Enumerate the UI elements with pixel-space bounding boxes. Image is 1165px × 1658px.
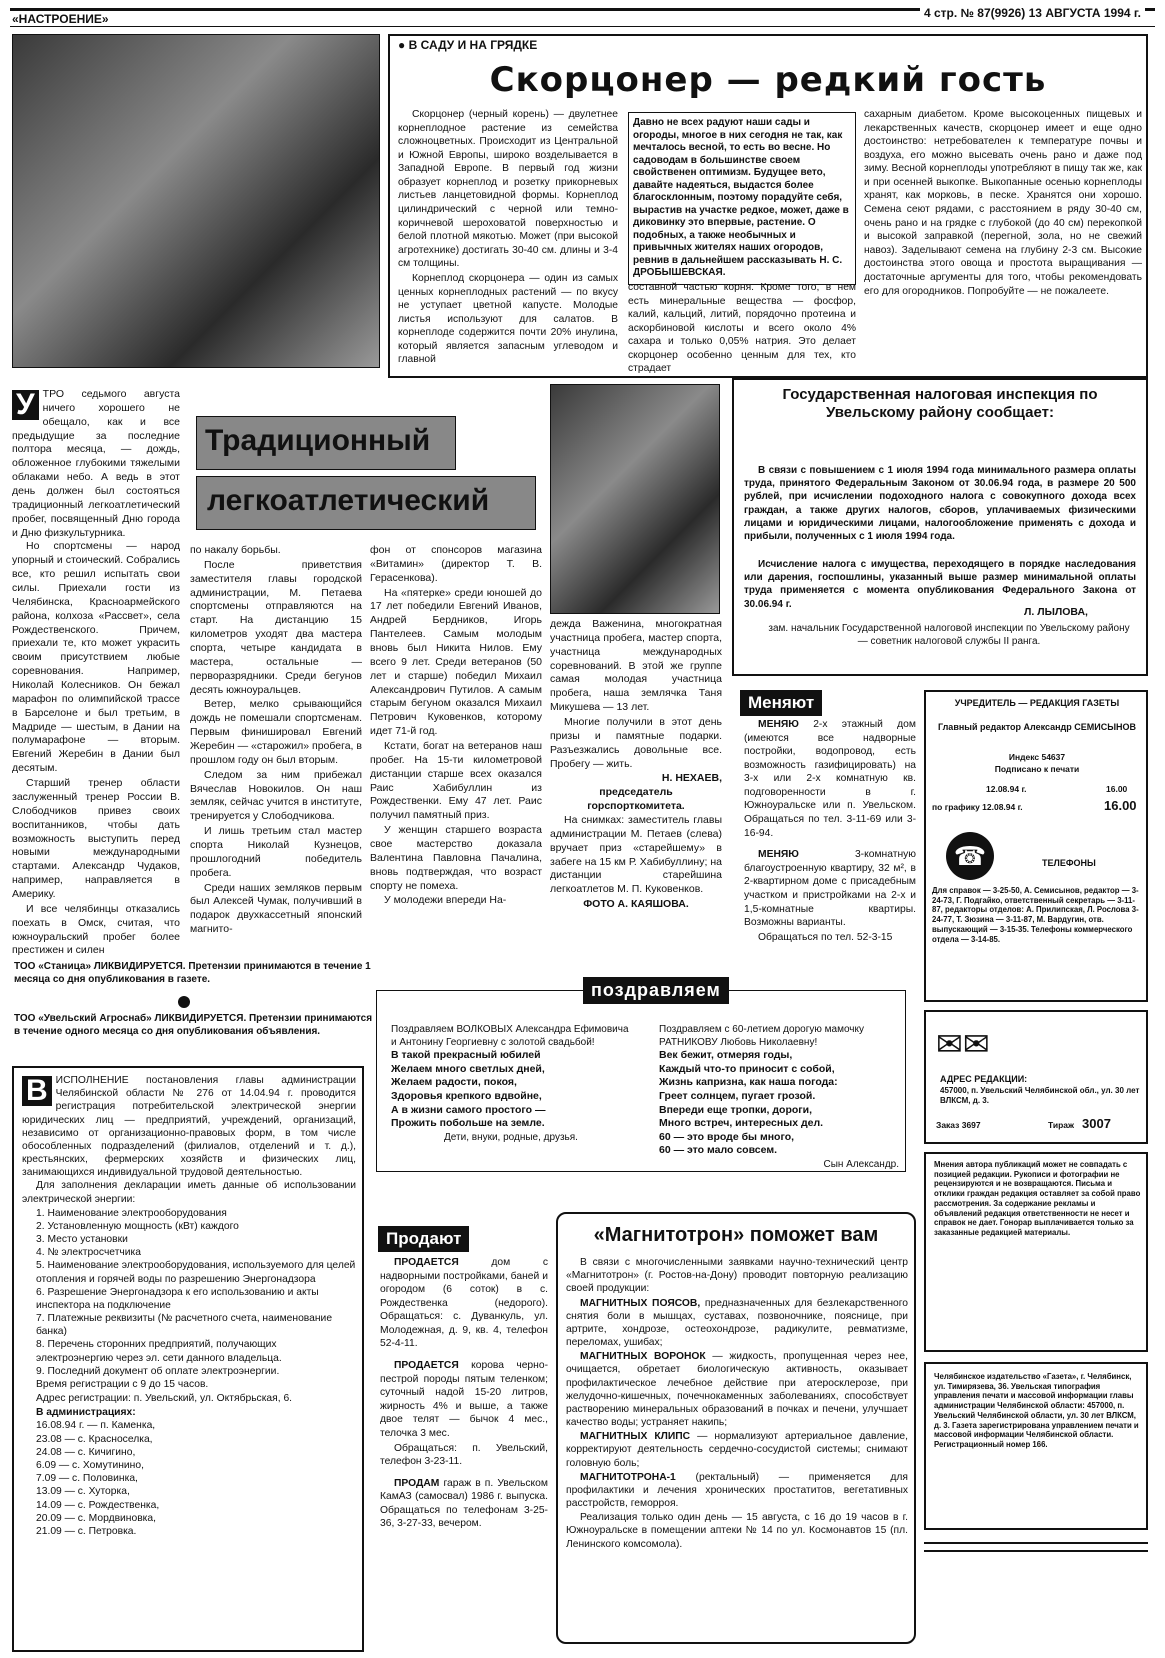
energy-list-item: 4. № электросчетчика [36,1247,141,1259]
runner-photo [550,384,720,614]
exchange-label: Меняют [740,690,822,716]
poem-line: Много встреч, интересных дел. [659,1117,824,1130]
imprint-box [924,690,1148,1002]
energy-admin-item: 23.08 — с. Красноселка, [36,1433,153,1445]
imprint-signed: Подписано к печати [994,764,1080,774]
poem-line: Век бежит, отмеряя годы, [659,1049,793,1061]
magnitotron-text: В связи с многочисленными заявками научно-технический центр «Магнитотрон» (г. Ростов-на-Дону) проводит повторную реализацию своей продукции: МАГНИТНЫХ ПОЯСОВ, предназначенных для безлекарственного снятия боли в мышцах, суставах, позвоночнике, пояснице, при артрите, хондрозе, остеохондрозе, радикулите, ревматизме, переломах, ушибах; МАГНИТНЫХ ВОРОНОК — жидкость, пропущенная через нее, очищается, обретает биологическую активность, оказывает профилактическое лечебное действие при атеросклерозе, при желудочно-кишечных, почечнокаменных заболеваниях, способствует растворению минеральных образований в почках и печени, улучшает качество воды; устраняет накипь; МАГНИТНЫХ КЛИПС — нормализуют артериальное давление, корректируют деятельность сердечно-сосудистой системы; снимают головную боль; МАГНИТОТРОНА-1 (ректальный) — применяется для профилактики и лечения хронических простатитов, вегетативных расстройств, геморроя. Реализация только один день — 15 августа, с 16 до 19 часов в г. Южноуральске в помещении аптеки № 14 по ул. Космонавтов 15 (пл. Ленинского комсомола). [566,1257,908,1550]
congrats-right-sign: Сын Александр. [823,1159,899,1171]
poem-line: Здоровья крепкого вдвойне, [391,1089,542,1102]
magnitotron-box [556,1212,916,1644]
poem-line: А в жизни самого простого — [391,1103,546,1116]
poem-line: 60 — это вроде бы много, [659,1130,795,1143]
tax-sign-title: зам. начальник Государственной налоговой инспекции по Увельскому району — советник налоговой службы II ранга. [768,623,1130,647]
poem-line: Прожить побольше на земле. [391,1117,545,1130]
poem-line: Жизнь капризна, как наша погода: [659,1076,838,1089]
phone-icon: ☎ [946,832,994,880]
athletics-author: Н. НЕХАЕВ, [661,772,722,785]
energy-admin-item: 7.09 — с. Половинка, [36,1473,138,1485]
energy-list-item: 7. Платежные реквизиты (№ расчетного счета, наименование банка) [36,1313,333,1338]
energy-admin-item: 21.09 — с. Петровка. [36,1525,137,1537]
imprint-index: Индекс 54637 [1008,752,1066,762]
energy-drop-cap: В [22,1076,52,1106]
imprint-graph: по графику 12.08.94 г. [932,802,1023,812]
congrats-left-sign: Дети, внуки, родные, друзья. [444,1131,578,1143]
athletics-title-2: легкоатлетический [196,476,536,530]
energy-list-item: 8. Перечень сторонних предприятий, получающих электроэнергию через эл. сети данного владельца. [36,1339,282,1364]
congrats-right-poem [659,1049,899,1158]
poem-line: Греет солнцем, пугает грозой. [659,1089,816,1102]
issue-info: 4 стр. № 87(9926) 13 АВГУСТА 1994 г. [920,6,1145,22]
bullet-dot [178,996,190,1008]
run-value: 3007 [1082,1116,1111,1131]
energy-list-item: 5. Наименование электрооборудования, используемого для целей отопления и горячей воды по разрешению Энергонадзора [36,1260,356,1285]
congrats-left [391,1023,631,1144]
energy-list-item: 2. Установленную мощность (кВт) каждого [36,1220,239,1232]
garden-article [388,34,1148,378]
tax-sign: Л. ЛЫЛОВА, [1024,606,1088,618]
address-text: 457000, п. Увельский Челябинской обл., ул. 30 лет ВЛКСМ, д. 3. [940,1086,1140,1105]
athletics-headline [190,412,540,538]
tax-notice [732,378,1148,676]
poem-line: Желаем радости, покоя, [391,1076,517,1089]
energy-notice [12,1066,364,1652]
tax-p2: Исчисление налога с имущества, переходящего в порядке наследования или дарения, госпошлины, указанный выше размер минимальной оплаты труда применяется с момента опубликования Федерального Закона от 30.06.94 г. [744,559,1136,610]
athletics-title-1: Традиционный [196,416,456,470]
energy-admin-item: 16.08.94 г. — п. Каменка, [36,1420,156,1432]
garden-rubric: ● В САДУ И НА ГРЯДКЕ [398,38,538,52]
poem-line: 60 — это мало совсем. [659,1144,778,1157]
photo-credit: ФОТО А. КАЯШОВА. [583,898,689,911]
imprint-time2: 16.00 [1104,798,1137,813]
athletics-drop-cap: У [12,390,39,420]
imprint-phones: ТЕЛЕФОНЫ [1042,858,1096,868]
imprint-date1: 12.08.94 г. [986,784,1027,794]
energy-admin-item: 13.09 — с. Хуторка, [36,1486,130,1498]
energy-admin-item: 6.09 — с. Хомутинино, [36,1459,144,1471]
print-text: Челябинское издательство «Газета», г. Челябинск, ул. Тимирязева, 36. Увельская типография управления печати и массовой информации главы администрации Челябинской области: 457000, п. Увельский Челябинской области, ул. 30 лет ВЛКСМ, д. 3. Газета зарегистрирована управлением печати и массовой информации Челябинской области. Регистрационный номер 166. [934,1372,1139,1450]
poem-line: Впереди еще тропки, дороги, [659,1103,813,1116]
energy-list [22,1207,356,1378]
energy-list-item: 9. Последний документ об оплате электроэнергии. [36,1365,280,1377]
run-label: Тираж [1048,1120,1075,1130]
congrats-right [659,1023,899,1171]
liquidation-1: ТОО «Станица» ЛИКВИДИРУЕТСЯ. Претензии принимаются в течение 1 месяца со дня опубликования в газете. [14,961,371,985]
energy-text: В ИСПОЛНЕНИЕ постановления главы администрации Челябинской области № 276 от 14.04.94 г. проводится регистрация потребительской электрической энергии юридических лиц — предприятий, учреждений, организаций, независимо от организационно-правовых форм, в том числе обособленных подразделений (филиалов, отделений и т. д.), крестьянских, фермерских хозяйств и физических лиц, занимающихся индивидуальной трудовой деятельностью. Для заполнения декларации иметь данные об использовании электрической энергии: 1. Наименование электрооборудования 2. Установленную мощность (кВт) каждого 3. Место установки 4. № электросчетчика 5. Наименование электрооборудования, используемого для целей отопления и горячей воды по разрешению Энергонадзора 6. Разрешение Энергонадзора к его использованию и акты инспектора на подключение 7. Платежные реквизиты (№ расчетного счета, наименование банка) 8. Перечень сторонних предприятий, получающих электроэнергию через эл. сети данного владельца. 9. Последний документ об оплате электроэнергии. Время регистрации с 9 до 15 часов. Адрес регистрации: п. Увельский, ул. Октябрьская, 6. В администрациях: 16.08.94 г. — п. Каменка, 23.08 — с. Красноселка, 24.08 — с. Кичигино, 6.09 — с. Хомутинино, 7.09 — с. Половинка, 13.09 — с. Хуторка, 14.09 — с. Рождественка, 20.09 — с. Мордвиновка, 21.09 — с. Петровка. [22,1074,356,1537]
tax-title: Государственная налоговая инспекция по Увельскому району сообщает: [782,386,1098,421]
congrats-left-heading: Поздравляем ВОЛКОВЫХ Александра Ефимовича и Антонину Георгиевну с золотой свадьбой! [391,1024,629,1048]
imprint-editor: Главный редактор Александр СЕМИСЫНОВ [937,722,1137,732]
magnitotron-title: «Магнитотрон» поможет вам [593,1224,879,1246]
garden-title: Скорцонер — редкий гость [489,60,1047,100]
liquidation-2: ТОО «Увельский Агроснаб» ЛИКВИДИРУЕТСЯ. Претензии принимаются в течение одного месяца со дня опубликования объявления. [14,1013,373,1037]
congrats-right-heading: Поздравляем с 60-летием дорогую мамочку РАТНИКОВУ Любовь Николаевну! [659,1024,864,1048]
poem-line: В такой прекрасный юбилей [391,1049,541,1061]
garden-intro: Давно не всех радуют наши сады и огороды, многое в них сегодня не так, как мечталось весной, то есть во весне. Но садоводам в большинстве своем свойственен оптимизм. Будущее вето, давайте надеяться, выдастся более благосклонным, поэтому порадуйте себя, вырастив на участке редкое, может, даже в диковинку это впервые, растение. О подобных, а также необычных и привычных жителях наших огородов, ревнив в дальнейшем рассказывать Н. С. ДРОБЫШЕВСКАЯ. [628,112,856,285]
address-heading: АДРЕС РЕДАКЦИИ: [940,1074,1028,1084]
energy-list-item: 1. Наименование электрооборудования [36,1207,227,1219]
print-box [924,1362,1148,1530]
address-box [924,1010,1148,1144]
tax-p1: В связи с повышением с 1 июля 1994 года минимального размера оплаты труда, принятого Федеральным Законом от 30.06.94 года, в размере 20 500 рублей, при исчислении подоходного налога с совокупного дохода всех граждан, а также других налогов, сборов, уплачиваемых физическими лицами и юридическими лицами, налогообложение применять с дохода и прибыли, полученных с 1 июля 1994 года. [744,465,1136,542]
congrats-label: поздравляем [583,977,729,1004]
exchange-ads: МЕНЯЮ 2-х этажный дом (имеются все надворные постройки, водопровод, есть возможность газифицировать) на 3-х или 2-х комнатную кв. подговоренности в г. Южноуральске или п. Увельском. Обращаться по тел. 3-11-69 или 3-16-94. МЕНЯЮ 3-комнатную благоустроенную квартиру, 32 м², в 2-квартирном доме с присадебным участком и пристройками на 2-х и 1,5-комнатные квартиры. Возможны варианты. Обращаться по тел. 52-3-15 [744,719,916,943]
note-text: Мнения автора публикаций может не совпадать с позицией редакции. Рукописи и фотографии не рецензируются и не возвращаются. Письма и отклики граждан редакция оставляет за собой право рассмотрения. За содержание рекламы и объявлений редакция ответственности не несет и справок не дает. Гонорар выплачивается только за заказанные редакцией материалы. [934,1160,1141,1238]
imprint-founder: УЧРЕДИТЕЛЬ — РЕДАКЦИЯ ГАЗЕТЫ [954,698,1120,708]
poem-line: Каждый что-то приносит с собой, [659,1062,835,1075]
garden-col3: сахарным диабетом. Кроме высокоценных пищевых и лекарственных качеств, скорцонер имеет и еще одно достоинство: нетребователен к температуре почвы и воздуха, его можно высевать очень рано и даже под зиму. Весной корнеплоды употребляют в пищу так же, как и при осенней выкопке. Выкопанные осенью корнеплоды хранят, как морковь, в песке. Хранятся они хорошо. Семена сеют рядами, с расстоянием в ряду 30-40 см, очень рано и на грядке с глубокой (до 40 см) перекопкой и высокой заправкой (перегной, зола, но не свежий навоз). Заделывают семена на глубину 2-3 см. Высокие достоинства этого овоща и простота выращивания — достаточные аргументы для того, чтобы рекомендовать его для огородников. Попробуйте — не пожалеете. [864,109,1142,297]
athletics-col2: по накалу борьбы. После приветствия заместителя главы городской администрации, М. Петаева спортсмены отправляются на старт. На дистанцию 15 километров уходят два мастера спорта, четыре кандидата в мастера, остальные — перворазрядники. Среди бегунов десять южноуральцев. Ветер, мелко срывающийся дождь не помешали спортсменам. Первым финишировал Евгений Жеребин — «старожил» пробега, в прошлом году он был вторым. Следом за ним прибежал Вячеслав Новокилов. Он наш земляк, сейчас учится в институте, тренируется у Слободчикова. И лишь третьим стал мастер спорта Николай Кузнецов, прошлогодний победитель пробега. Среди наших земляков первым был Алексей Чумак, получивший в подарок двухкассетный японский магнито- [190,544,362,936]
energy-admin-heading: В администрациях: [36,1407,136,1419]
energy-admin-list [22,1419,356,1538]
energy-admin-item: 14.09 — с. Рождественка, [36,1499,160,1511]
imprint-phone-text: Для справок — 3-25-50, А. Семисынов, редактор — 3-24-73, Г. Подгайко, ответственный секретарь — 3-11-87, редакторы отделов: А. Прилипская, Л. Рослова 3-24-77, Т. Зюзина — 3-11-87, М. Вардугин, отв. выпускающий — 3-15-35. Телефоны коммерческого отдела — 3-14-85. [932,886,1139,944]
sell-label: Продают [378,1226,469,1252]
paper-name: «НАСТРОЕНИЕ» [12,12,109,26]
imprint-time1: 16.00 [1106,784,1128,794]
congrats-box [376,980,906,1172]
garden-col1: Скорцонер (черный корень) — двулетнее корнеплодное растение из семейства сложноцветных. Происходит из Центральной и Южной Европы, широко возделывается в Западной Европе. В первый год жизни образует корнеплод и розетку прикорневых листьев ланцетовидной формы. Корнеплод цилиндрический с черной или темно-коричневой шероховатой поверхностью и белой плотной мякотью. Может (при высокой агротехнике) достигать 30-40 см. длины и 3-4 см толщины. Корнеплод скорцонера — один из самых ценных корнеплодных растений — по вкусу не уступает цветной капусте. Молодые листья используют для салатов. В корнеплоде содержится почти 20% инулина, который является запасным углеводом и главной [398,109,618,366]
energy-list-item: 3. Место установки [36,1234,128,1246]
athletics-author-title: председатель горспорткомитета. [587,786,685,813]
athletics-col4: дежда Важенина, многократная участница пробега, мастер спорта, участница международных соревнований. В этой же группе самая молодая участница пробега, наша землячка Таня Микушева — 13 лет. Многие получили в этот день призы и памятные подарки. Разъезжались довольные все. Пробегу — жить. Н. НЕХАЕВ, председатель горспорткомитета. На снимках: заместитель главы администрации М. Петаев (слева) вручает приз «старейшему» в забеге на 15 км Р. Хабибуллину; на дистанции старейшина легкоатлетов М. П. Куковенков. ФОТО А. КАЯШОВА. [550,618,722,911]
athletics-col1: У ТРО седьмого августа ничего хорошего не обещало, как и все предыдущие за последние полтора месяца, — дождь, обложенное глубокими тяжелыми облаками небо. А ведь в этот день должен был состояться традиционный легкоатлетический пробег, посвященный Дню города и Дню физкультурника. Но спортсмены — народ упорный и стоический. Собрались все, кто решил испытать свои силы. Приехали гости из Челябинска, Красноармейского района, колхоза «Рассвет», села Рождественского. Причем, приехали те, кто может украсить своим присутствием любые соревнования. Например, Николай Колесников. Он бежал марафон по олимпийской трассе в Барселоне и был третьим, в Мадриде — шестым, в Дании на полумарафоне — вторым. Евгений Жеребин в Дании был десятым. Старший тренер области заслуженный тренер России В. Слободчиков привез своих воспитанников, чтобы дать возможность выступить перед новыми международными стартами. Александр Чудаков, например, направляется в Америку. И все челябинцы отказались поехать в Омск, считая, что южноуральский пробег более престижен и силен [12,388,180,957]
envelope-icon: ✉✉ [936,1026,990,1062]
sell-ads: ПРОДАЕТСЯ дом с надворными постройками, баней и огородом (6 соток) в с. Рождественка (недорого). Обращаться: с. Дуванкуль, ул. Молодежная, д. 9, кв. 4, телефон 52-4-11. ПРОДАЕТСЯ корова черно-пестрой породы пятым теленком; суточный надой 15-20 литров, жирность 4% и выше, а также двое телят — бычок 4 мес., телочка 3 мес. Обращаться: п. Увельский, телефон 3-23-11. ПРОДАМ гараж в п. Увельском КамАЗ (самосвал) 1986 г. выпуска. Обращаться по телефонам 3-25-36, 3-27-33, вечером. [380,1257,548,1530]
energy-admin-item: 24.08 — с. Кичигино, [36,1446,136,1458]
energy-admin-item: 20.09 — с. Мордвиновка, [36,1512,156,1524]
note-box [924,1152,1148,1352]
order-number: Заказ 3697 [936,1120,981,1130]
garden-col2b: составной частью корня. Кроме того, в нем есть минеральные вещества — фосфор, калий, кальций, литий, порядочно протеина и аскорбиновой кислоты и всего около 4% сахара и только 0,05% натрия. Это делает скорцонер особенно ценным для тех, кто страдает [628,282,856,375]
gardeners-photo [12,34,380,368]
energy-list-item: 6. Разрешение Энергонадзора к его использованию и акты инспектора на подключение [36,1286,319,1311]
poem-line: Желаем много светлых дней, [391,1062,545,1075]
congrats-left-poem [391,1049,631,1131]
athletics-col3: фон от спонсоров магазина «Витамин» (директор Т. В. Герасенкова). На «пятерке» среди юношей до 17 лет победили Евгений Иванов, Андрей Бердников, Игорь Пантелеев. Самым молодым вновь был Никита Нилов. Ему всего 9 лет. Среди ветеранов (50 лет и старше) победил Михаил Александрович Путилов. А самым старым бегуном оказался Михаил Петрович Куковенков, которому идет 71-й год. Кстати, богат на ветеранов наш пробег. На 15-ти километровой дистанции старше всех оказался Раис Хабибуллин из Рождественки. Ему 47 лет. Раис получил памятный приз. У женщин старшего возраста свое мастерство доказала Валентина Павловна Пачалина, вновь подтверждая, что возраст спорту не помеха. У молодежи впереди На- [370,544,542,907]
